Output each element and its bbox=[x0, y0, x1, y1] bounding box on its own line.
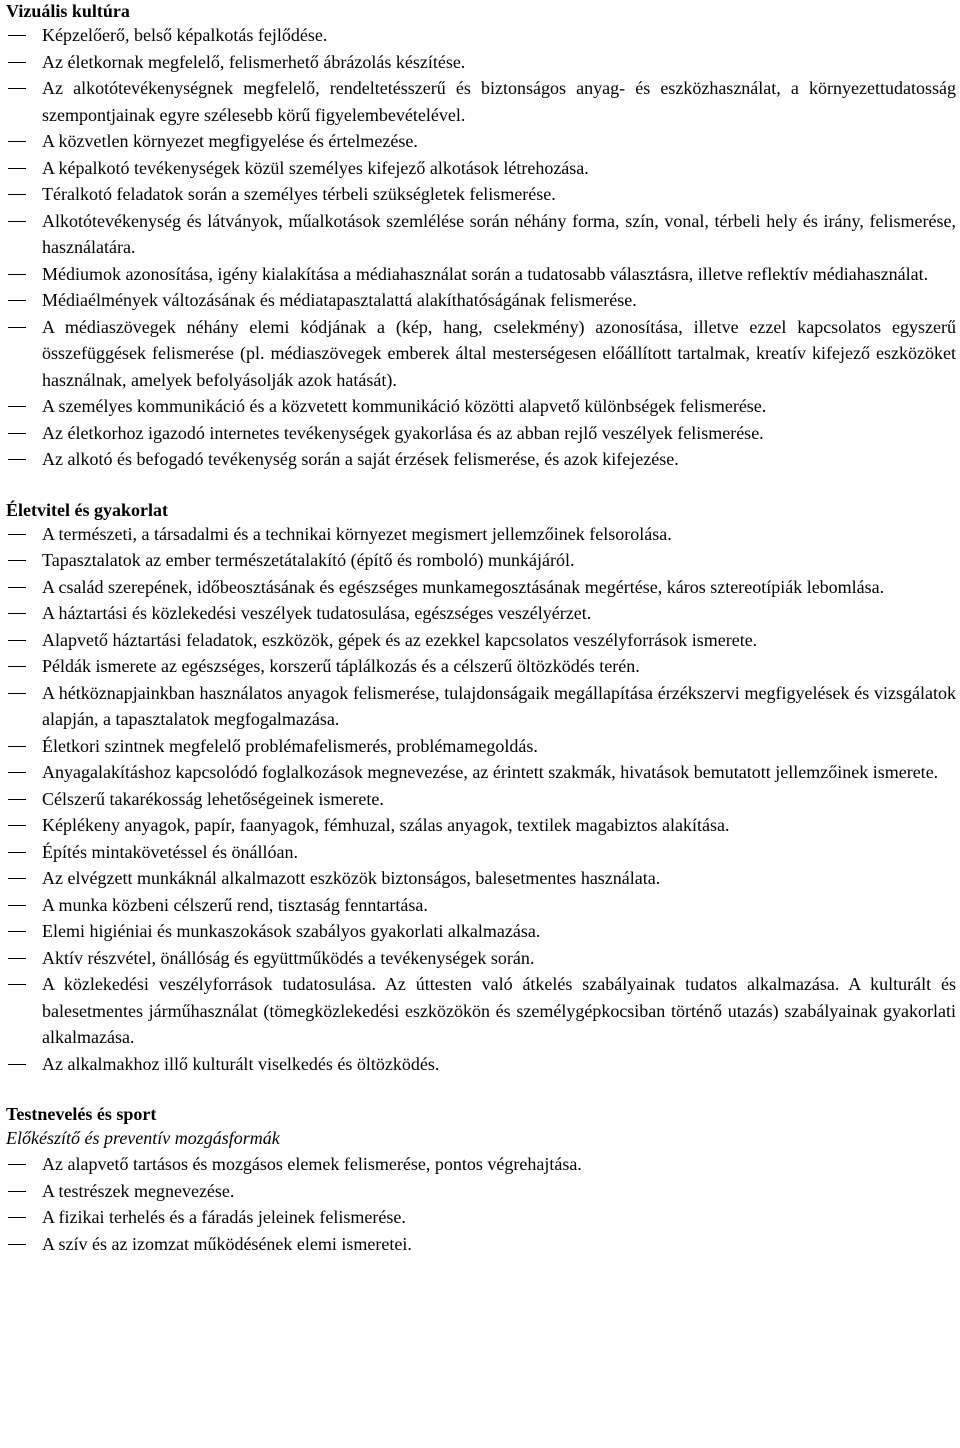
document-page bbox=[6, 0, 956, 1257]
list-item: A médiaszövegek néhány elemi kódjának a (kép, hang, cselekmény) azonosítása, illetve ezzel kapcsolatos egyszerű összefüggések felismerése (pl. médiaszövegek emberek által mesterségesen előállított tartalmak, kreatív kifejező eszközöket használnak, amelyek befolyásolják azok hatását). bbox=[42, 316, 956, 390]
bullet-list bbox=[6, 521, 956, 1078]
list-item: Az életkorhoz igazodó internetes tevékenységek gyakorlása és az abban rejlő veszélyek felismerése. bbox=[42, 422, 764, 443]
list-item: Az alkotótevékenységnek megfelelő, rendeltetésszerű és biztonságos anyag- és eszközhasználat, a környezettudatosság szempontjainak egyre szélesebb körű figyelembevételével. bbox=[42, 78, 956, 125]
list-item: Aktív részvétel, önállóság és együttműködés a tevékenységek során. bbox=[42, 947, 535, 968]
section-title: Vizuális kultúra bbox=[6, 1, 130, 21]
list-item: Életkori szintnek megfelelő problémafelismerés, problémamegoldás. bbox=[42, 735, 538, 756]
list-item: Téralkotó feladatok során a személyes térbeli szükségletek felismerése. bbox=[42, 184, 556, 204]
list-item: Alapvető háztartási feladatok, eszközök, gépek és az ezekkel kapcsolatos veszélyforrások ismerete. bbox=[42, 629, 758, 650]
list-item: Elemi higiéniai és munkaszokások szabályos gyakorlati alkalmazása. bbox=[42, 921, 541, 941]
list-item: Az alapvető tartásos és mozgásos elemek felismerése, pontos végrehajtása. bbox=[42, 1154, 582, 1174]
list-item: A hétköznapjainkban használatos anyagok felismerése, tulajdonságaik megállapítása érzékszervi megfigyelések és vizsgálatok alapján, a tapasztalatok megfogalmazása. bbox=[42, 682, 956, 729]
list-item: Az elvégzett munkáknál alkalmazott eszközök biztonságos, balesetmentes használata. bbox=[42, 868, 661, 888]
section-subtitle: Előkészítő és preventív mozgásformák bbox=[6, 1128, 280, 1148]
list-item: A természeti, a társadalmi és a technikai környezet megismert jellemzőinek felsorolása. bbox=[42, 523, 672, 544]
list-item: Anyagalakításhoz kapcsolódó foglalkozások megnevezése, az érintett szakmák, hivatások bemutatott jellemzőinek ismerete. bbox=[42, 762, 939, 782]
list-item: Médiaélmények változásának és médiatapasztalattá alakíthatóságának felismerése. bbox=[42, 290, 637, 310]
section-spacer bbox=[6, 473, 956, 499]
section-title: Életvitel és gyakorlat bbox=[6, 499, 168, 520]
list-item: A személyes kommunikáció és a közvetett kommunikáció közötti alapvető különbségek felismerése. bbox=[42, 396, 767, 416]
list-item: A fizikai terhelés és a fáradás jeleinek felismerése. bbox=[42, 1207, 406, 1227]
list-item: A közlekedési veszélyforrások tudatosulása. Az úttesten való átkelés szabályainak tudatos alkalmazása. A kulturált és balesetmentes járműhasználat (tömegközlekedési eszközökön és személygépkocsiban történő utazás) szabályainak gyakorlati alkalmazása. bbox=[42, 974, 956, 1047]
list-item: A szív és az izomzat működésének elemi ismeretei. bbox=[42, 1233, 412, 1254]
section-vizualis-kultura bbox=[6, 0, 956, 473]
bullet-list bbox=[6, 1151, 956, 1257]
list-item: A képalkotó tevékenységek közül személyes kifejező alkotások létrehozása. bbox=[42, 157, 589, 178]
list-item: Tapasztalatok az ember természetátalakító (építő és romboló) munkájáról. bbox=[42, 550, 575, 570]
list-item: Az alkalmakhoz illő kulturált viselkedés és öltözködés. bbox=[42, 1053, 440, 1074]
list-item: A család szerepének, időbeosztásának és egészséges munkamegosztásának megértése, káros sztereotípiák lebomlása. bbox=[42, 576, 885, 597]
list-item: Médiumok azonosítása, igény kialakítása a médiahasználat során a tudatosabb választásra, illetve reflektív médiahasználat. bbox=[42, 263, 929, 284]
list-item: A munka közbeni célszerű rend, tisztaság fenntartása. bbox=[42, 894, 428, 915]
list-item: Képlékeny anyagok, papír, faanyagok, fémhuzal, szálas anyagok, textilek magabiztos alakítása. bbox=[42, 815, 730, 835]
list-item: Célszerű takarékosság lehetőségeinek ismerete. bbox=[42, 788, 384, 809]
list-item: Az alkotó és befogadó tevékenység során a saját érzések felismerése, és azok kifejezése. bbox=[42, 449, 679, 469]
list-item: Képzelőerő, belső képalkotás fejlődése. bbox=[42, 25, 328, 45]
section-testneveles-es-sport bbox=[6, 1103, 956, 1257]
list-item: A háztartási és közlekedési veszélyek tudatosulása, egészséges veszélyérzet. bbox=[42, 603, 592, 623]
list-item: Alkotótevékenység és látványok, műalkotások szemlélése során néhány forma, szín, vonal, térbeli hely és irány, felismerése, használatára. bbox=[42, 210, 956, 257]
list-item: Építés mintakövetéssel és önállóan. bbox=[42, 841, 298, 862]
list-item: A testrészek megnevezése. bbox=[42, 1180, 235, 1201]
section-title: Testnevelés és sport bbox=[6, 1104, 157, 1124]
bullet-list bbox=[6, 22, 956, 473]
section-spacer bbox=[6, 1077, 956, 1103]
list-item: A közvetlen környezet megfigyelése és értelmezése. bbox=[42, 131, 418, 151]
list-item: Az életkornak megfelelő, felismerhető ábrázolás készítése. bbox=[42, 51, 466, 72]
list-item: Példák ismerete az egészséges, korszerű táplálkozás és a célszerű öltözködés terén. bbox=[42, 656, 640, 676]
section-eletvitel-es-gyakorlat bbox=[6, 499, 956, 1078]
